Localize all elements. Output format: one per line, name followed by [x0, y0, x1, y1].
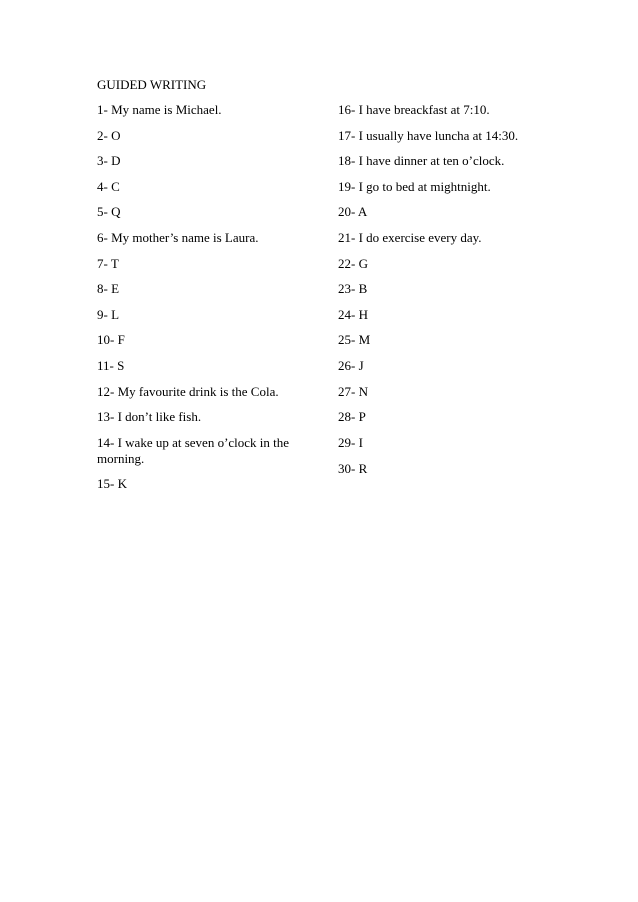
answer-item-12: 12- My favourite drink is the Cola.	[97, 383, 279, 399]
document-title: GUIDED WRITING	[97, 77, 207, 92]
answer-item-10: 10- F	[97, 332, 125, 348]
answer-item-21: 21- I do exercise every day.	[338, 229, 482, 245]
answer-item-20: 20- A	[338, 204, 368, 220]
answer-item-22: 22- G	[338, 255, 368, 271]
answer-item-14: 14- I wake up at seven o’clock in the morning.	[97, 434, 290, 466]
answer-item-28: 28- P	[338, 409, 366, 425]
left-answer-column	[97, 102, 307, 502]
answer-item-17: 17- I usually have luncha at 14:30.	[338, 127, 519, 143]
answer-item-26: 26- J	[338, 357, 364, 373]
answer-item-1: 1- My name is Michael.	[97, 102, 222, 117]
answer-item-30: 30- R	[338, 460, 368, 476]
answer-item-7: 7- T	[97, 255, 119, 271]
answer-item-16: 16- I have breackfast at 7:10.	[338, 102, 490, 117]
answer-item-3: 3- D	[97, 153, 121, 169]
answer-item-18: 18- I have dinner at ten o’clock.	[338, 153, 505, 169]
answer-item-13: 13- I don’t like fish.	[97, 409, 202, 425]
answer-item-19: 19- I go to bed at mightnight.	[338, 178, 491, 194]
answer-item-24: 24- H	[338, 306, 368, 322]
answer-item-6: 6- My mother’s name is Laura.	[97, 229, 259, 245]
answer-item-8: 8- E	[97, 281, 120, 297]
answer-item-5: 5- Q	[97, 204, 121, 220]
answer-item-2: 2- O	[97, 127, 121, 143]
answer-item-25: 25- M	[338, 332, 371, 348]
answer-item-29: 29- I	[338, 434, 363, 450]
answer-item-15: 15- K	[97, 476, 127, 492]
answer-item-27: 27- N	[338, 383, 368, 399]
answer-item-11: 11- S	[97, 357, 125, 373]
answer-item-9: 9- L	[97, 306, 120, 322]
answer-item-4: 4- C	[97, 178, 120, 194]
answer-item-23: 23- B	[338, 281, 368, 297]
right-answer-column	[338, 102, 558, 486]
